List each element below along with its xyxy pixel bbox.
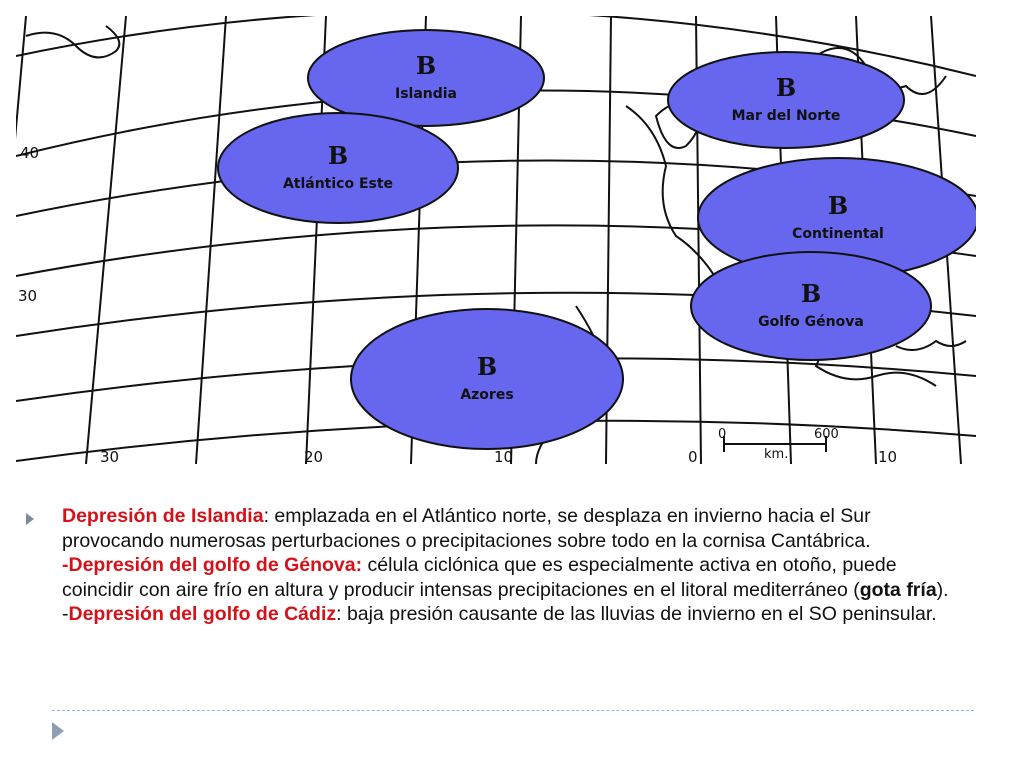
pressure-low-label: Continental <box>792 226 884 242</box>
pressure-low-label: Mar del Norte <box>731 108 841 124</box>
bullet-text <box>62 504 962 627</box>
next-slide-arrow-icon[interactable] <box>52 722 64 740</box>
notes <box>22 504 982 627</box>
desc-cadiz: : baja presión causante de las lluvias de invierno en el SO peninsular. <box>336 603 937 625</box>
pressure-low-mark: B <box>800 279 822 308</box>
pressure-low <box>308 30 544 126</box>
lon-label-10e: 10 <box>878 448 898 464</box>
term-gota-fria: gota fría <box>859 578 937 601</box>
desc-islandia: : emplazada en el Atlántico norte, se desplaza en invierno hacia el Sur provocando numerosas perturbaciones o precipitaciones sobre todo en la cornisa Cantábrica. <box>62 505 871 552</box>
pressure-low-mark: B <box>775 73 797 102</box>
desc-genova-b: ). <box>936 578 949 601</box>
pressure-low <box>691 252 931 360</box>
lon-label-20w: 20 <box>304 448 324 464</box>
term-cadiz: Depresión del golfo de Cádiz <box>68 603 337 625</box>
pressure-lows <box>218 30 976 449</box>
pressure-low-label: Golfo Génova <box>758 314 864 330</box>
lon-label-0: 0 <box>688 448 698 464</box>
pressure-low <box>351 309 623 449</box>
pressure-low-mark: B <box>327 141 349 170</box>
pressure-low-mark: B <box>827 191 849 220</box>
lat-label-40: 40 <box>20 144 40 162</box>
pressure-low-mark: B <box>415 51 437 80</box>
desc-genova-a: célula ciclónica que es especialmente activa en otoño, puede coincidir con aire frío en altura y producir intensas precipitaciones en el litoral mediterráneo ( <box>62 554 897 601</box>
dash-cadiz: - <box>62 603 69 625</box>
pressure-low-label: Islandia <box>394 86 458 102</box>
footer-divider <box>52 710 974 711</box>
pressure-low-mark: B <box>476 352 498 381</box>
bullet-item <box>22 504 982 627</box>
pressure-low-label: Azores <box>460 387 514 403</box>
scale-bar <box>718 427 839 462</box>
scale-unit: km. <box>764 447 789 462</box>
pressure-low-label: Atlántico Este <box>282 176 394 192</box>
term-genova: -Depresión del golfo de Génova: <box>62 554 363 576</box>
lon-label-30w: 30 <box>100 448 120 464</box>
pressure-map <box>16 16 976 464</box>
pressure-low <box>668 52 904 148</box>
bullet-arrow-icon <box>26 513 34 525</box>
lat-label-30: 30 <box>18 287 38 305</box>
term-islandia: Depresión de Islandia <box>62 505 264 527</box>
lon-label-10w: 10 <box>494 448 514 464</box>
scale-zero: 0 <box>718 427 727 442</box>
pressure-low <box>218 113 458 223</box>
scale-max: 600 <box>814 427 839 442</box>
